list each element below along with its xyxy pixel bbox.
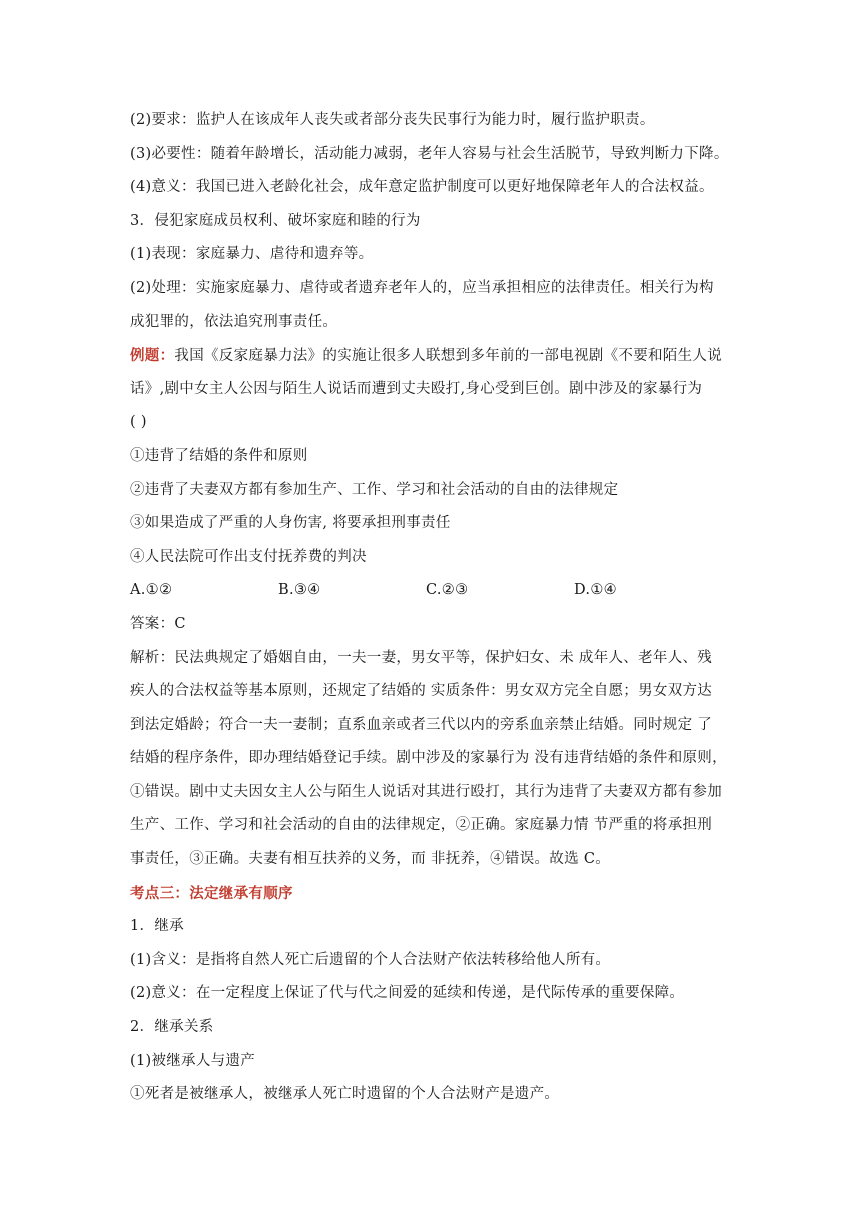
text-line: 2．继承关系 — [130, 1019, 214, 1036]
analysis-line: 疾人的合法权益等基本原则，还规定了结婚的 实质条件：男女双方完全自愿；男女双方达 — [130, 683, 713, 700]
analysis-line: 结婚的程序条件，即办理结婚登记手续。剧中涉及的家暴行为 没有违背结婚的条件和原则， — [130, 750, 727, 767]
option-a: A.①② — [130, 582, 173, 599]
statement-item: ④人民法院可作出支付抚养费的判决 — [130, 548, 367, 565]
text-line: (2)意义：在一定程度上保证了代与代之间爱的延续和传递，是代际传承的重要保障。 — [130, 985, 685, 1002]
example-question-text: 我国《反家庭暴力法》的实施让很多人联想到多年前的一部电视剧《不要和陌生人说 — [174, 348, 723, 365]
answer-line: 答案：C — [130, 615, 186, 632]
analysis-line: ①错误。剧中丈夫因女主人公与陌生人说话对其进行殴打，其行为违背了夫妻双方都有参加 — [130, 783, 722, 800]
statement-item: ②违背了夫妻双方都有参加生产、工作、学习和社会活动的自由的法律规定 — [130, 481, 619, 498]
text-line: 成犯罪的，依法追究刑事责任。 — [130, 313, 338, 330]
text-line: (1)被继承人与遗产 — [130, 1052, 256, 1069]
option-d: D.①④ — [574, 582, 617, 599]
text-line: 1．继承 — [130, 918, 184, 935]
answer-blank: ( ) — [130, 414, 147, 431]
analysis-line: 解析：民法典规定了婚姻自由，一夫一妻，男女平等，保护妇女、未 成年人、老年人、残 — [130, 649, 713, 666]
text-line: ①死者是被继承人，被继承人死亡时遗留的个人合法财产是遗产。 — [130, 1086, 560, 1103]
example-label: 例题： — [130, 347, 175, 365]
answer-options — [130, 574, 730, 608]
example-question-line: 话》,剧中女主人公因与陌生人说话而遭到丈夫殴打,身心受到巨创。剧中涉及的家暴行为 — [130, 380, 703, 397]
text-line: (1)表现：家庭暴力、虐待和遗弃等。 — [130, 246, 374, 263]
text-line: (2)处理：实施家庭暴力、虐待或者遗弃老年人的，应当承担相应的法律责任。相关行为构 — [130, 279, 714, 296]
text-line: (4)意义：我国已进入老龄化社会，成年意定监护制度可以更好地保障老年人的合法权益。 — [130, 179, 714, 196]
analysis-line: 事责任，③正确。夫妻有相互扶养的义务，而 非抚养，④错误。故选 C。 — [130, 851, 611, 868]
option-b: B.③④ — [278, 582, 321, 599]
example-question-line — [130, 339, 730, 373]
text-line: 3．侵犯家庭成员权利、破坏家庭和睦的行为 — [130, 212, 421, 229]
statement-item: ①违背了结婚的条件和原则 — [130, 447, 308, 464]
analysis-line: 生产、工作、学习和社会活动的自由的法律规定，②正确。家庭暴力情 节严重的将承担刑 — [130, 817, 713, 834]
document-page — [130, 104, 730, 1112]
text-line: (3)必要性：随着年龄增长，活动能力减弱，老年人容易与社会生活脱节，导致判断力下降。 — [130, 145, 729, 162]
option-c: C.②③ — [426, 582, 469, 599]
section-heading: 考点三：法定继承有顺序 — [130, 884, 293, 902]
text-line: (1)含义：是指将自然人死亡后遗留的个人合法财产依法转移给他人所有。 — [130, 951, 611, 968]
statement-item: ③如果造成了严重的人身伤害, 将要承担刑事责任 — [130, 515, 451, 532]
analysis-line: 到法定婚龄；符合一夫一妻制；直系血亲或者三代以内的旁系血亲禁止结婚。同时规定 了 — [130, 716, 713, 733]
text-line: (2)要求：监护人在该成年人丧失或者部分丧失民事行为能力时，履行监护职责。 — [130, 112, 655, 128]
